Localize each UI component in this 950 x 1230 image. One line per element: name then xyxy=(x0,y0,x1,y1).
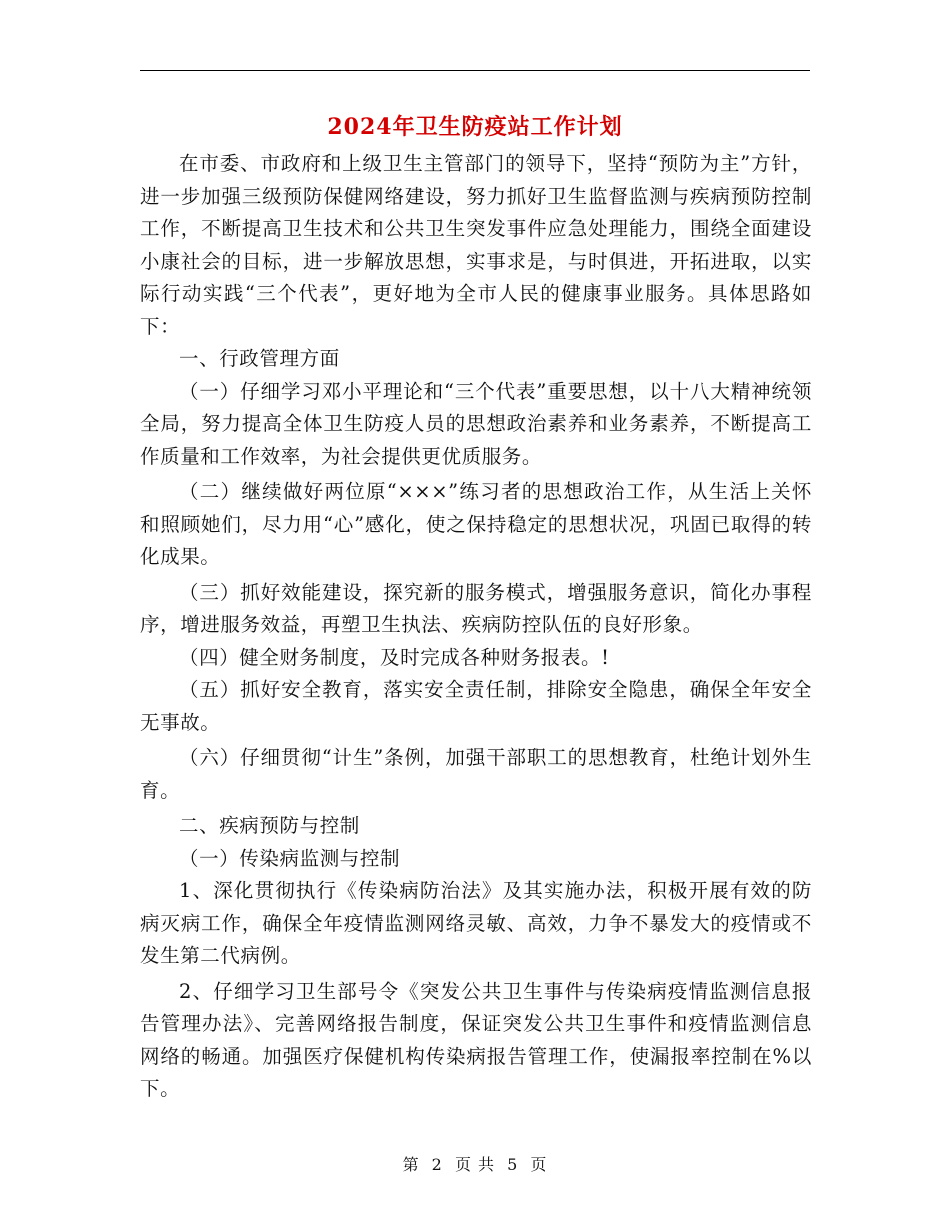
paragraph-admin-5: （五）抓好安全教育，落实安全责任制，排除安全隐患，确保全年安全无事故。 xyxy=(140,678,812,734)
subheading-infectious: （一）传染病监测与控制 xyxy=(179,846,401,870)
page-current-number: 2 xyxy=(431,1155,443,1174)
paragraph-admin-4: （四）健全财务制度，及时完成各种财务报表。! xyxy=(179,645,610,669)
page-total-number: 5 xyxy=(507,1155,519,1174)
paragraph-admin-6: （六）仔细贯彻“计生”条例，加强干部职工的思想教育，杜绝计划外生育。 xyxy=(140,746,812,802)
heading-disease: 二、疾病预防与控制 xyxy=(179,814,360,837)
header-rule xyxy=(140,70,810,71)
document-body xyxy=(140,148,812,1106)
heading-admin: 一、行政管理方面 xyxy=(179,347,340,370)
page-prefix: 第 xyxy=(402,1155,420,1174)
paragraph-disease-2: 2、仔细学习卫生部号令《突发公共卫生事件与传染病疫情监测信息报告管理办法》、完善网络报告制度，保证突发公共卫生事件和疫情监测信息网络的畅通。加强医疗保健机构传染病报告管理工作，使漏报率控制在%以下。 xyxy=(140,979,812,1100)
document-title: 2024年卫生防疫站工作计划 xyxy=(327,114,623,140)
paragraph-intro: 在市委、市政府和上级卫生主管部门的领导下，坚持“预防为主”方针，进一步加强三级预防保健网络建设，努力抓好卫生监督监测与疾病预防控制工作，不断提高卫生技术和公共卫生突发事件应急处理能力，围绕全面建设小康社会的目标，进一步解放思想，实事求是，与时俱进，开拓进取，以实际行动实践“三个代表”，更好地为全市人民的健康事业服务。具体思路如下： xyxy=(140,152,812,338)
paragraph-disease-1: 1、深化贯彻执行《传染病防治法》及其实施办法，积极开展有效的防病灭病工作，确保全年疫情监测网络灵敏、高效，力争不暴发大的疫情或不发生第二代病例。 xyxy=(140,879,812,967)
page-footer xyxy=(0,1152,950,1175)
page-suffix: 页 xyxy=(530,1155,548,1174)
paragraph-admin-2: （二）继续做好两位原“×××”练习者的思想政治工作，从生活上关怀和照顾她们，尽力用“心”感化，使之保持稳定的思想状况，巩固已取得的转化成果。 xyxy=(140,480,812,568)
paragraph-admin-1: （一）仔细学习邓小平理论和“三个代表”重要思想，以十八大精神统领全局，努力提高全体卫生防疫人员的思想政治素养和业务素养，不断提高工作质量和工作效率，为社会提供更优质服务。 xyxy=(140,379,812,468)
page-mid: 页 共 xyxy=(454,1155,496,1174)
paragraph-admin-3: （三）抓好效能建设，探究新的服务模式，增强服务意识，简化办事程序，增进服务效益，再塑卫生执法、疾病防控队伍的良好形象。 xyxy=(140,580,812,636)
